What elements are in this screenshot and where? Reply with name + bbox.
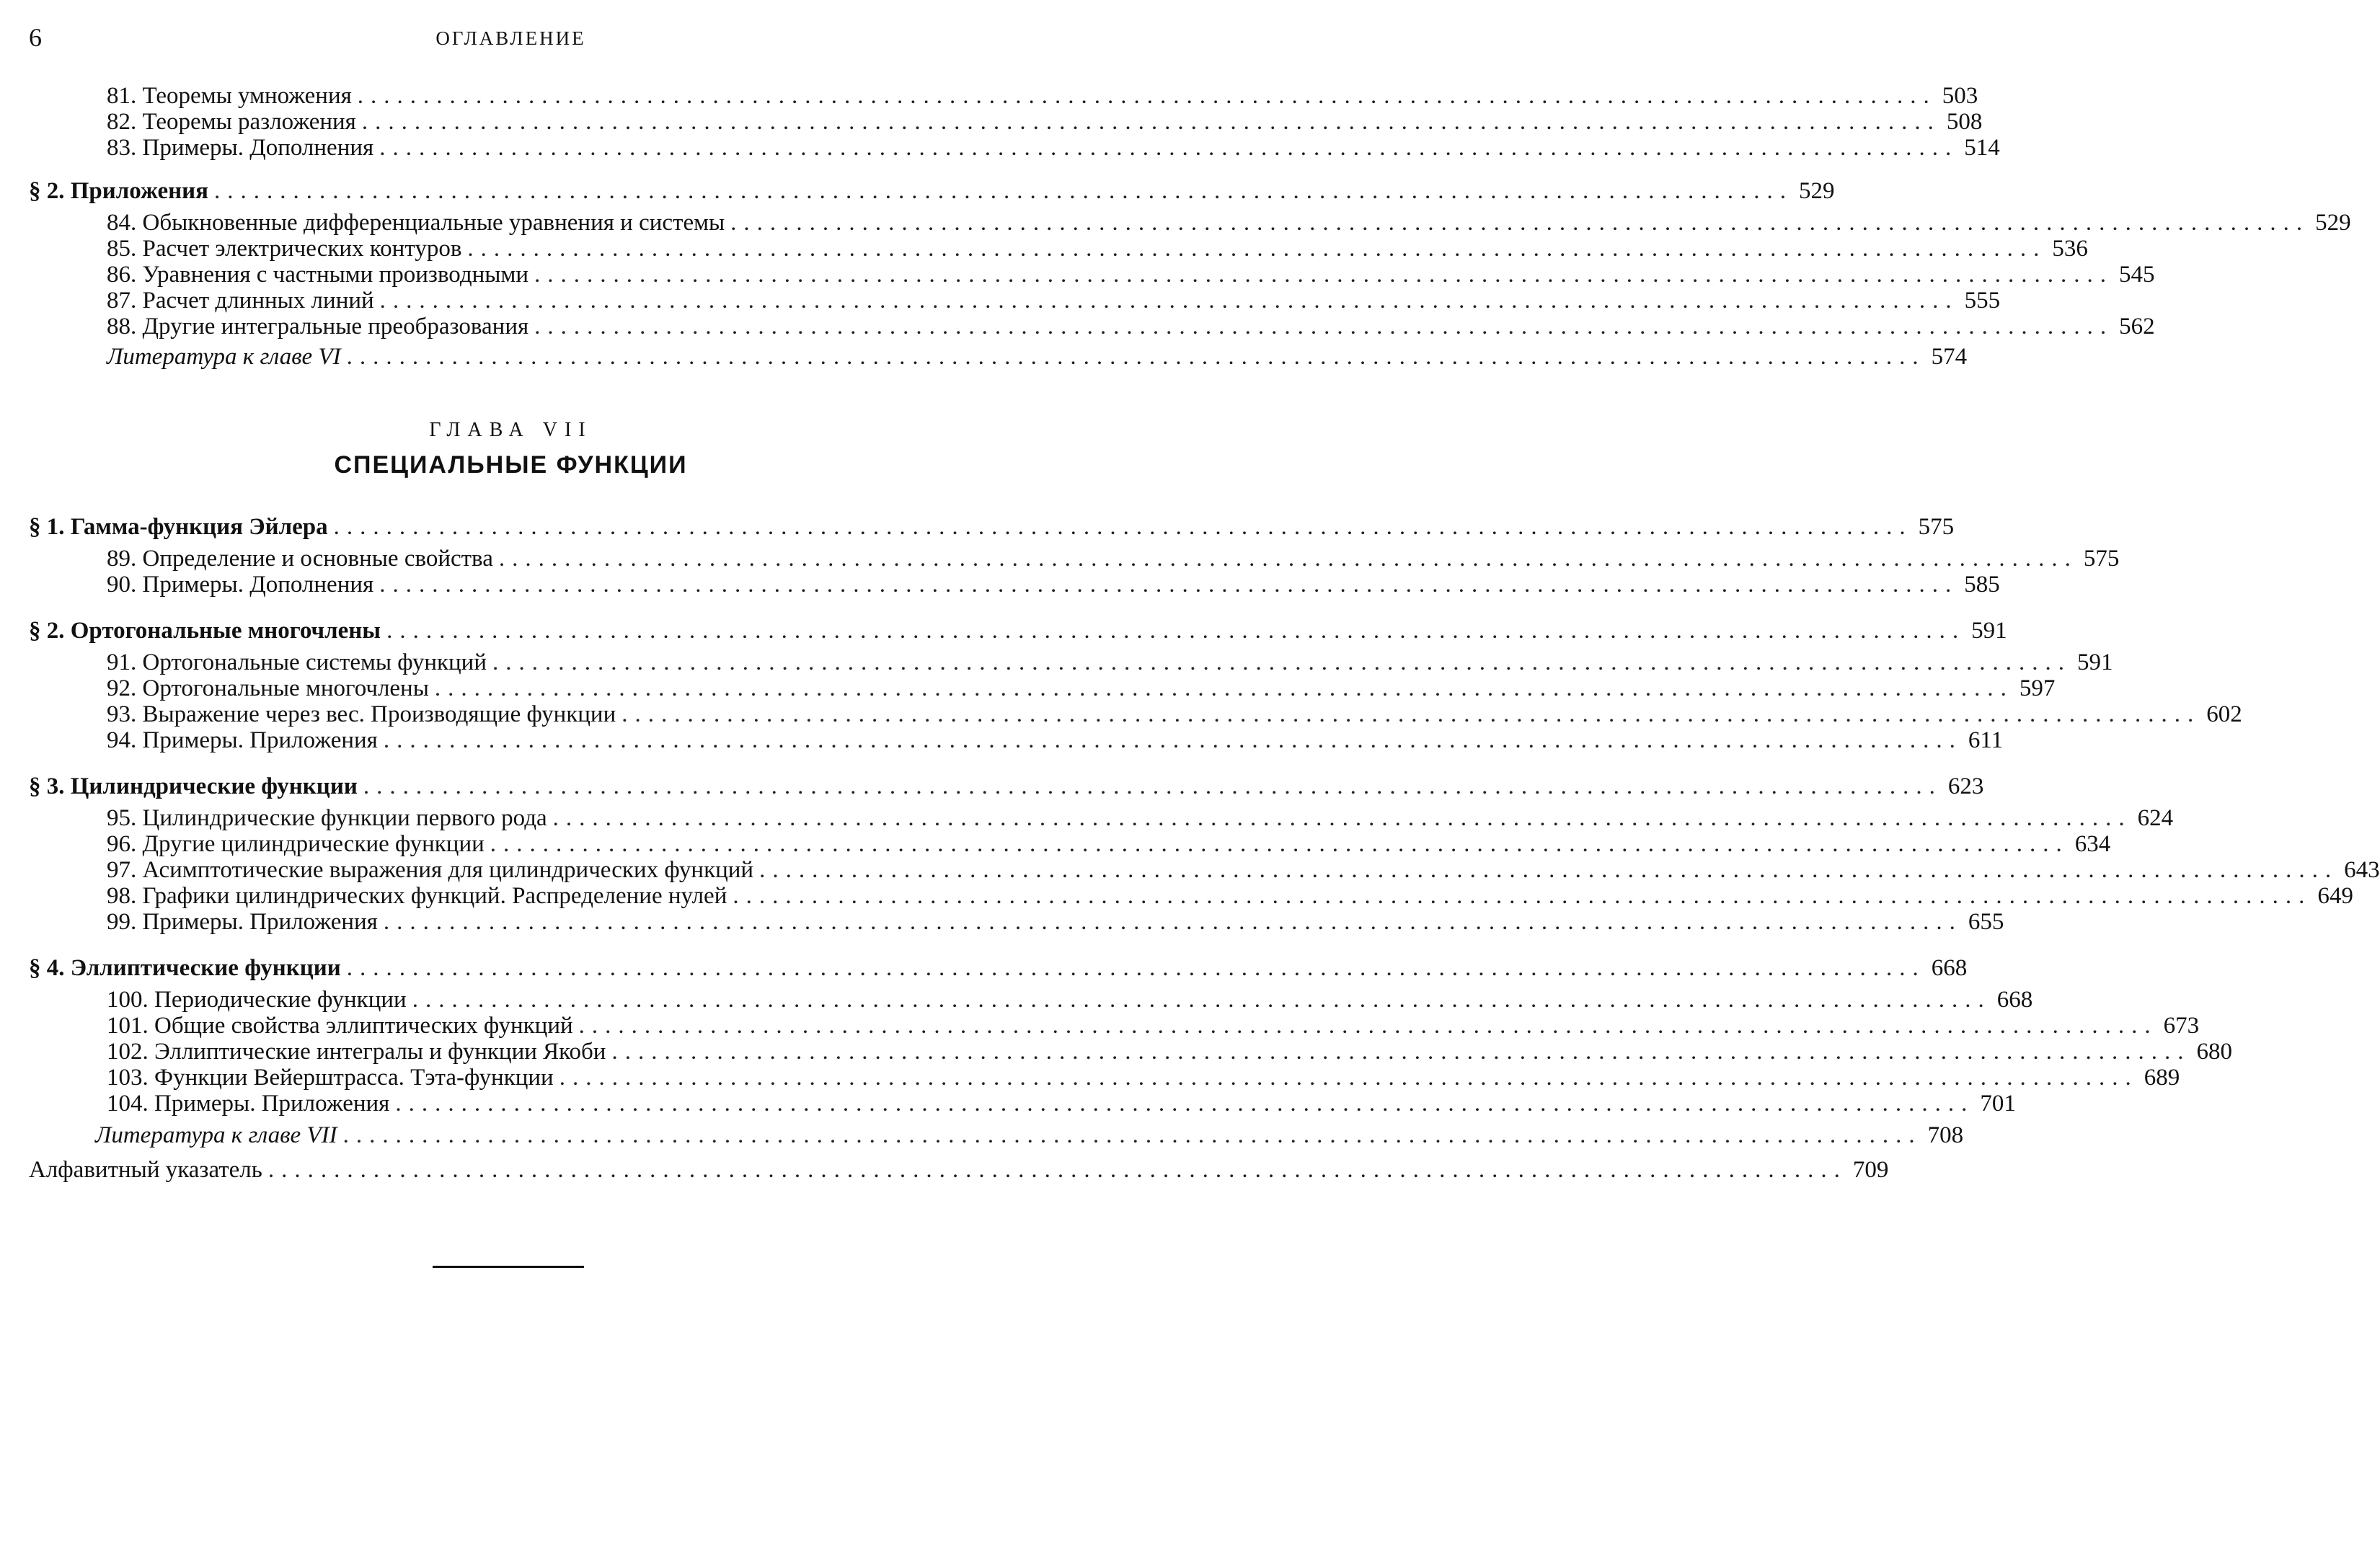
toc-entry-title: 94. Примеры. Приложения — [107, 727, 378, 753]
toc-page-number: 508 — [1946, 109, 1983, 135]
toc-page-number: 536 — [2052, 236, 2088, 262]
dot-leader: ........................................................................................................................ — [467, 236, 2047, 262]
toc-section — [29, 177, 1835, 205]
toc-item — [107, 701, 2242, 728]
toc-item — [107, 675, 2056, 702]
toc-entry-title: 89. Определение и основные свойства — [107, 546, 493, 572]
toc-entry-title: § 2. Ортогональные многочлены — [29, 618, 381, 644]
dot-leader: ........................................................................................................................ — [363, 773, 1942, 799]
toc-item — [107, 1038, 2232, 1065]
toc-entry-title: 93. Выражение через вес. Производящие функции — [107, 701, 616, 727]
toc-page-number: 689 — [2144, 1065, 2180, 1091]
dot-leader: ........................................................................................................................ — [379, 135, 1959, 161]
toc-page-number: 574 — [1931, 344, 1968, 370]
dot-leader: ........................................................................................................................ — [361, 109, 1941, 135]
toc-page-number: 673 — [2163, 1013, 2200, 1039]
toc-page-number: 545 — [2119, 262, 2155, 288]
toc-item — [107, 287, 2001, 314]
toc-item — [107, 649, 2113, 676]
toc-item — [107, 986, 2033, 1013]
toc-entry-title: 87. Расчет длинных линий — [107, 288, 374, 314]
toc-item — [107, 134, 2000, 161]
dot-leader: ........................................................................................................................ — [412, 987, 1991, 1013]
toc-entry-title: 99. Примеры. Приложения — [107, 909, 378, 935]
toc-entry-title: 98. Графики цилиндрических функций. Распределение нулей — [107, 883, 727, 909]
toc-section — [29, 617, 2007, 644]
toc-entry-title: § 4. Эллиптические функции — [29, 955, 341, 981]
toc-page-number: 575 — [1918, 514, 1955, 540]
toc-entry-title: 85. Расчет электрических контуров — [107, 236, 462, 262]
toc-item — [107, 108, 1983, 136]
toc-entry-title: § 1. Гамма-функция Эйлера — [29, 514, 328, 540]
toc-page-number: 623 — [1947, 773, 1984, 799]
toc-item — [107, 82, 1978, 110]
toc-page-number: 649 — [2317, 883, 2353, 909]
toc-item — [107, 882, 2353, 910]
toc-page-number: 591 — [1971, 618, 2007, 644]
running-head: ОГЛАВЛЕНИЕ — [435, 27, 586, 49]
dot-leader: ........................................................................................................................ — [611, 1039, 2191, 1065]
toc-entry-title: 82. Теоремы разложения — [107, 109, 356, 135]
toc-entry-title: 84. Обыкновенные дифференциальные уравнения и системы — [107, 210, 725, 236]
toc-page-number: 668 — [1996, 987, 2033, 1013]
dot-leader: ........................................................................................................................ — [552, 805, 2132, 831]
dot-leader: ........................................................................................................................ — [386, 618, 1966, 644]
page-number: 6 — [29, 23, 42, 52]
end-rule — [433, 1266, 584, 1268]
toc-page-number: 529 — [1799, 178, 1835, 204]
toc-page-number: 680 — [2196, 1039, 2232, 1065]
toc-entry-title: Литература к главе VI — [107, 344, 341, 370]
toc-item — [107, 313, 2155, 340]
toc-entry-title: 92. Ортогональные многочлены — [107, 675, 429, 701]
toc-page-number: 624 — [2137, 805, 2174, 831]
toc-page-number: 591 — [2077, 649, 2113, 675]
dot-leader: ........................................................................................................................ — [578, 1013, 2158, 1039]
toc-item — [107, 1064, 2180, 1091]
dot-leader: ........................................................................................................................ — [346, 955, 1926, 981]
toc-item — [107, 727, 2004, 754]
toc-entry-title: 95. Цилиндрические функции первого рода — [107, 805, 547, 831]
dot-leader: ........................................................................................................................ — [333, 514, 1913, 540]
dot-leader: ........................................................................................................................ — [498, 546, 2078, 572]
toc-item — [107, 261, 2155, 288]
toc-page-number: 503 — [1942, 83, 1978, 109]
dot-leader: ........................................................................................................................ — [383, 909, 1963, 935]
toc-item — [107, 1090, 2016, 1117]
toc-entry-title: § 3. Цилиндрические функции — [29, 773, 358, 799]
toc-page-number: 597 — [2019, 675, 2056, 701]
toc-page-number: 514 — [1964, 135, 2000, 161]
dot-leader: ........................................................................................................................ — [490, 831, 2069, 857]
dot-leader: ........................................................................................................................ — [534, 262, 2114, 288]
dot-leader: ........................................................................................................................ — [267, 1157, 1847, 1183]
toc-entry-title: 104. Примеры. Приложения — [107, 1091, 390, 1117]
dot-leader: ........................................................................................................................ — [434, 675, 2014, 701]
toc-page-number: 655 — [1968, 909, 2004, 935]
toc-page-number: 585 — [1964, 572, 2000, 598]
toc-literature — [107, 343, 1968, 370]
toc-entry-title: 91. Ортогональные системы функций — [107, 649, 487, 675]
toc-item — [107, 804, 2174, 832]
toc-item — [107, 235, 2088, 262]
toc-entry-title: 96. Другие цилиндрические функции — [107, 831, 485, 857]
dot-leader: ........................................................................................................................ — [214, 178, 1793, 204]
dot-leader: ........................................................................................................................ — [492, 649, 2072, 675]
toc-entry-title: 81. Теоремы умножения — [107, 83, 352, 109]
toc-item — [107, 830, 2111, 858]
dot-leader: ........................................................................................................................ — [730, 210, 2310, 236]
toc-entry-title: § 2. Приложения — [29, 178, 208, 204]
toc-entry-title: 90. Примеры. Дополнения — [107, 572, 374, 598]
dot-leader: ........................................................................................................................ — [621, 701, 2201, 727]
toc-section — [29, 773, 1984, 800]
toc-entry-title: Литература к главе VII — [95, 1122, 337, 1148]
toc-page-number: 668 — [1931, 955, 1968, 981]
dot-leader: ........................................................................................................................ — [342, 1122, 1922, 1148]
toc-item — [107, 1012, 2200, 1039]
toc-section — [29, 954, 1968, 982]
toc-page-number: 643 — [2344, 857, 2380, 883]
dot-leader: ........................................................................................................................ — [733, 883, 2312, 909]
dot-leader: ........................................................................................................................ — [357, 83, 1937, 109]
dot-leader: ........................................................................................................................ — [379, 288, 1959, 314]
toc-literature — [95, 1122, 1964, 1149]
toc-page-number: 708 — [1927, 1122, 1964, 1148]
toc-page-number: 709 — [1852, 1157, 1889, 1183]
dot-leader: ........................................................................................................................ — [346, 344, 1926, 370]
dot-leader: ........................................................................................................................ — [534, 314, 2114, 340]
toc-entry-title: Алфавитный указатель — [29, 1157, 262, 1183]
toc-index — [29, 1156, 1889, 1184]
toc-entry-title: 101. Общие свойства эллиптических функций — [107, 1013, 573, 1039]
toc-item — [107, 908, 2004, 936]
dot-leader: ........................................................................................................................ — [395, 1091, 1975, 1117]
toc-entry-title: 86. Уравнения с частными производными — [107, 262, 529, 288]
toc-entry-title: 88. Другие интегральные преобразования — [107, 314, 529, 340]
toc-section — [29, 513, 1955, 541]
toc-item — [107, 571, 2000, 598]
toc-entry-title: 83. Примеры. Дополнения — [107, 135, 374, 161]
toc-entry-title: 100. Периодические функции — [107, 987, 407, 1013]
toc-page-number: 575 — [2083, 546, 2120, 572]
toc-item — [107, 545, 2120, 572]
toc-entry-title: 102. Эллиптические интегралы и функции Якоби — [107, 1039, 606, 1065]
toc-page-number: 611 — [1968, 727, 2004, 753]
toc-page-number: 602 — [2206, 701, 2242, 727]
toc-page-number: 562 — [2119, 314, 2155, 340]
dot-leader: ........................................................................................................................ — [559, 1065, 2138, 1091]
toc-page-number: 529 — [2315, 210, 2351, 236]
toc-item — [107, 856, 2380, 884]
dot-leader: ........................................................................................................................ — [379, 572, 1959, 598]
dot-leader: ........................................................................................................................ — [383, 727, 1963, 753]
dot-leader: ........................................................................................................................ — [759, 857, 2339, 883]
toc-page-number: 555 — [1964, 288, 2001, 314]
chapter-label: ГЛАВА VII — [429, 419, 593, 441]
toc-page-number: 701 — [1980, 1091, 2016, 1117]
toc-entry-title: 103. Функции Вейерштрасса. Тэта-функции — [107, 1065, 554, 1091]
toc-entry-title: 97. Асимптотические выражения для цилиндрических функций — [107, 857, 754, 883]
toc-page-number: 634 — [2074, 831, 2111, 857]
toc-item — [107, 209, 2351, 236]
chapter-title: СПЕЦИАЛЬНЫЕ ФУНКЦИИ — [334, 451, 688, 479]
